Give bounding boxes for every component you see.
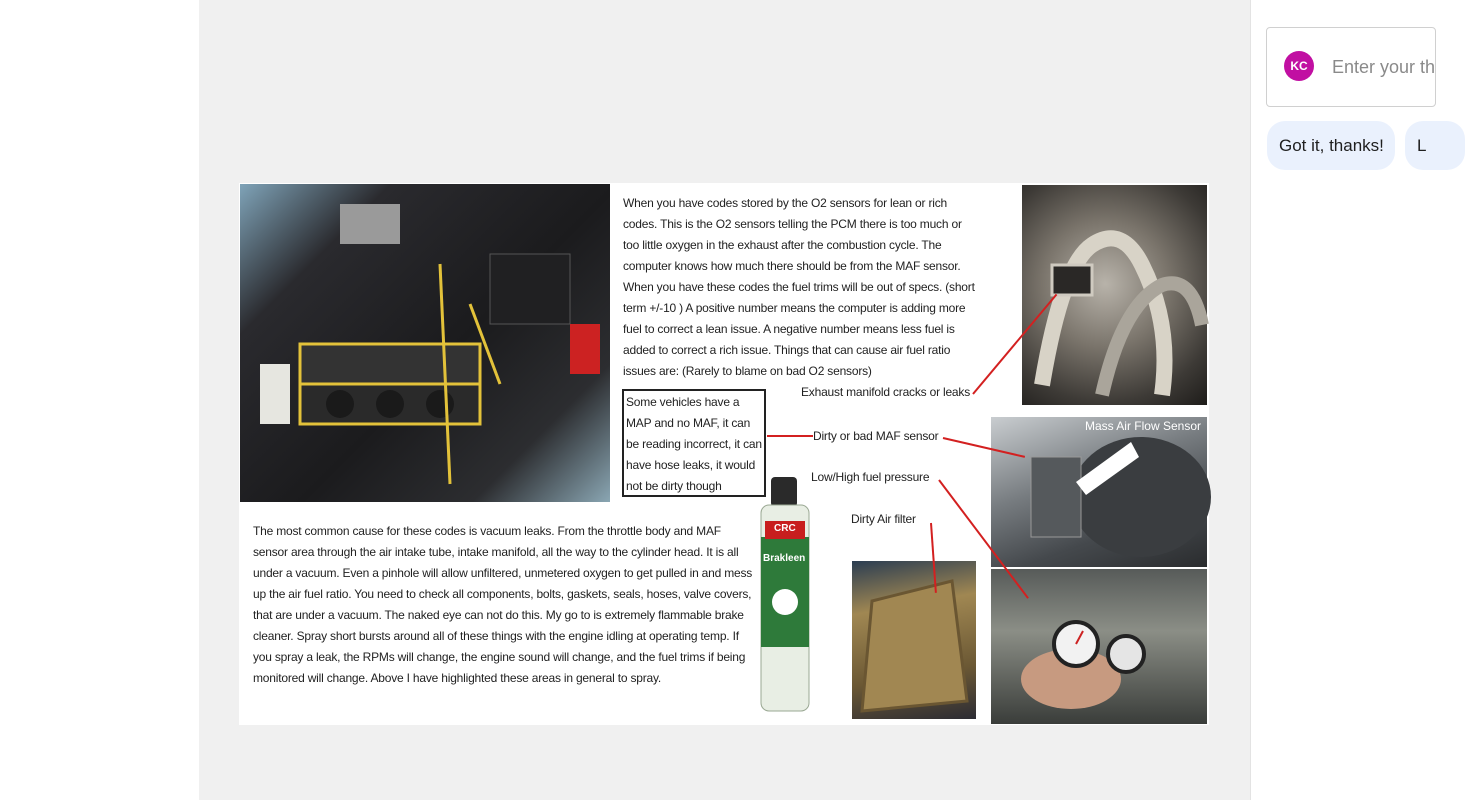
- exhaust-manifold-photo: [1022, 185, 1207, 405]
- leader-map-box: [767, 435, 813, 437]
- map-note-box: Some vehicles have a MAP and no MAF, it can be reading incorrect, it can have hose leaks, it would not be dirty though: [622, 389, 766, 497]
- engine-bay-illustration: [240, 184, 610, 502]
- engine-bay-photo: [240, 184, 610, 502]
- callout-exhaust: Exhaust manifold cracks or leaks: [801, 385, 971, 399]
- chat-input[interactable]: [1332, 54, 1442, 80]
- callout-fuel-pressure: Low/High fuel pressure: [811, 470, 930, 484]
- maf-sensor-photo: [991, 417, 1207, 567]
- left-gutter: [0, 0, 199, 800]
- air-filter-photo: [852, 561, 976, 719]
- callout-air-filter: Dirty Air filter: [851, 512, 916, 526]
- suggestion-chip-got-it[interactable]: Got it, thanks!: [1267, 121, 1395, 170]
- intro-paragraph: When you have codes stored by the O2 sensors for lean or rich codes. This is the O2 sensors telling the PCM there is too much or too little oxygen in the exhaust after the combustion cycle. The computer knows how much there should be from the MAF sensor. When you have these codes the fuel trims will be out of specs. (short term +/-10 ) A positive number means the computer is adding more fuel to correct a lean issue. A negative number means less fuel is added to correct a rich issue. Things that can cause air fuel ratio issues are: (Rarely to blame on bad O2 sensors): [623, 196, 975, 378]
- infographic-image: [239, 183, 1209, 725]
- can-brand-label: CRC: [774, 523, 796, 534]
- suggestion-chip-2[interactable]: L: [1405, 121, 1465, 170]
- chat-side-panel: [1250, 0, 1424, 800]
- brake-cleaner-can: [759, 477, 811, 715]
- can-product-label: Brakleen: [763, 553, 806, 564]
- vacuum-leak-paragraph: The most common cause for these codes is vacuum leaks. From the throttle body and MAF sensor area through the air intake tube, intake manifold, all the way to the cylinder head. It is all under a vacuum. Even a pinhole will allow unfiltered, unmetered oxygen to get pulled in and mess up the air fuel ratio. You need to check all components, bolts, gaskets, seals, hoses, valve covers, that are under a vacuum. The naked eye can not do this. My go to is extremely flammable brake cleaner. Spray short bursts around all of these things with the engine idling at operating temp. If you spray a leak, the RPMs will change, the engine sound will change, and the fuel trims if being monitored will change. Above I have highlighted these areas in general to spray.: [253, 524, 753, 685]
- callout-maf: Dirty or bad MAF sensor: [813, 429, 939, 443]
- user-avatar: KC: [1284, 51, 1314, 81]
- maf-photo-label: Mass Air Flow Sensor: [1084, 419, 1201, 433]
